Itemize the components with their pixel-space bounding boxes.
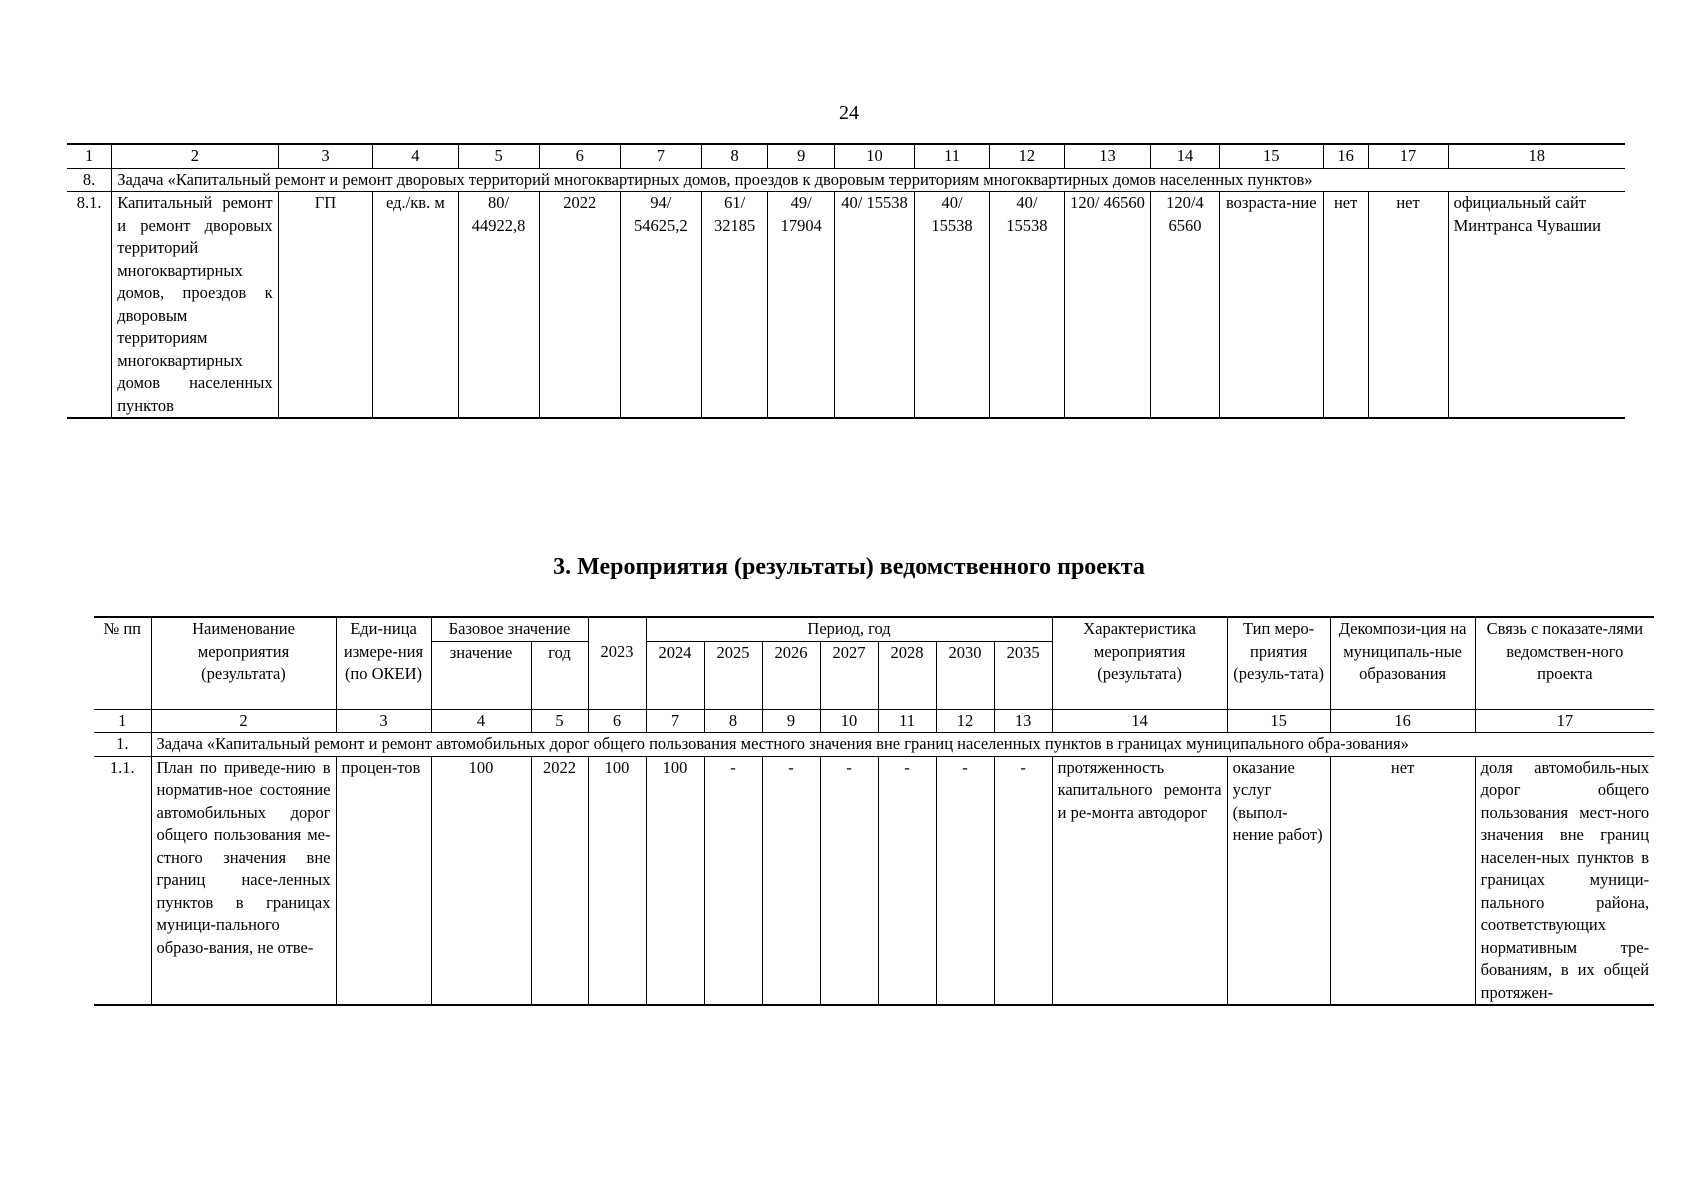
col-number: 4 [373, 144, 458, 168]
section-title: 3. Мероприятия (результаты) ведомственного проекта [553, 554, 1145, 580]
header-characteristic: Характеристика мероприятия (результата) [1052, 617, 1227, 709]
table-row [94, 756, 1654, 1005]
col-number: 13 [1064, 144, 1150, 168]
header-year: 2035 [994, 641, 1052, 709]
header-period: Период, год [646, 617, 1052, 641]
header-type: Тип меро-приятия (резуль-тата) [1227, 617, 1330, 709]
header-year: 2030 [936, 641, 994, 709]
col-number: 7 [646, 709, 704, 733]
header-year: 2024 [646, 641, 704, 709]
col-number: 15 [1219, 144, 1323, 168]
value-2026: - [762, 756, 820, 1005]
col-number: 17 [1475, 709, 1654, 733]
col-number: 5 [458, 144, 539, 168]
col-number: 10 [835, 144, 915, 168]
col-number: 1 [94, 709, 151, 733]
table-row [67, 192, 1625, 419]
col-number: 4 [431, 709, 531, 733]
value-2035: - [994, 756, 1052, 1005]
value-col-11: 40/ 15538 [915, 192, 990, 419]
col-number: 5 [531, 709, 588, 733]
value-col-7: 94/ 54625,2 [620, 192, 701, 419]
col-number: 17 [1368, 144, 1448, 168]
col-number: 12 [989, 144, 1064, 168]
value-2030: - [936, 756, 994, 1005]
header-base-value: значение [431, 641, 531, 709]
col-number: 3 [336, 709, 431, 733]
col-number: 11 [878, 709, 936, 733]
trend: возраста-ние [1219, 192, 1323, 419]
task-text: Задача «Капитальный ремонт и ремонт автомобильных дорог общего пользования местного значения вне границ населенных пунктов в границах муниципального обра-зования» [151, 733, 1654, 757]
header-year: 2026 [762, 641, 820, 709]
col-number: 3 [278, 144, 373, 168]
col-number: 18 [1448, 144, 1625, 168]
header-name: Наименование мероприятия (результата) [151, 617, 336, 709]
task-row [94, 733, 1654, 757]
header-unit: Еди-ница измере-ния (по ОКЕИ) [336, 617, 431, 709]
header-num: № пп [94, 617, 151, 709]
col-number: 8 [704, 709, 762, 733]
row-number: 8.1. [67, 192, 112, 419]
indicator-link: доля автомобиль-ных дорог общего пользования мест-ного значения вне границ населен-ных пунктов в границах муници-пального района, соответствующих нормативным тре-бованиям, в их общей протяжен- [1475, 756, 1654, 1005]
value-col-17: нет [1368, 192, 1448, 419]
header-row [94, 617, 1654, 641]
col-number: 8 [701, 144, 768, 168]
activity-characteristic: протяженность капитального ремонта и ре-монта автодорог [1052, 756, 1227, 1005]
value-col-8: 61/ 32185 [701, 192, 768, 419]
value-col-9: 49/ 17904 [768, 192, 835, 419]
activity-name: План по приведе-нию в норматив-ное состояние автомобильных дорог общего пользования ме-стного значения вне границ насе-ленных пунктов в границах муници-пального образо-вания, не отве- [151, 756, 336, 1005]
task-number: 1. [94, 733, 151, 757]
header-year: 2023 [588, 641, 646, 709]
value-col-12: 40/ 15538 [989, 192, 1064, 419]
activities-table [94, 616, 1654, 1006]
decomposition: нет [1330, 756, 1475, 1005]
base-value: 100 [431, 756, 531, 1005]
col-number: 10 [820, 709, 878, 733]
value-2024: 100 [646, 756, 704, 1005]
indicator-level: ГП [278, 192, 373, 419]
value-col-10: 40/ 15538 [835, 192, 915, 419]
col-number: 14 [1052, 709, 1227, 733]
col-number: 6 [539, 144, 620, 168]
unit: ед./кв. м [373, 192, 458, 419]
col-number: 16 [1330, 709, 1475, 733]
indicator-name: Капитальный ремонт и ремонт дворовых территорий многоквартирных домов, проездов к дворовым территориям многоквартирных домов населенных пунктов [112, 192, 278, 419]
row-number: 1.1. [94, 756, 151, 1005]
header-year: 2025 [704, 641, 762, 709]
task-row [67, 168, 1625, 192]
task-text: Задача «Капитальный ремонт и ремонт дворовых территорий многоквартирных домов, проездов к дворовым территориям многоквартирных домов населенных пунктов» [112, 168, 1625, 192]
base-year: 2022 [531, 756, 588, 1005]
header-link: Связь с показате-лями ведомствен-ного проекта [1475, 617, 1654, 709]
info-source: официальный сайт Минтранса Чувашии [1448, 192, 1625, 419]
header-year: 2028 [878, 641, 936, 709]
unit: процен-тов [336, 756, 431, 1005]
header-base-year: год [531, 641, 588, 709]
col-number: 6 [588, 709, 646, 733]
task-number: 8. [67, 168, 112, 192]
col-number: 2 [112, 144, 278, 168]
col-number: 9 [768, 144, 835, 168]
page-number: 24 [839, 102, 859, 124]
value-2025: - [704, 756, 762, 1005]
base-year: 2022 [539, 192, 620, 419]
base-value: 80/ 44922,8 [458, 192, 539, 419]
column-number-row [67, 144, 1625, 168]
header-blank [588, 617, 646, 641]
col-number: 1 [67, 144, 112, 168]
col-number: 7 [620, 144, 701, 168]
col-number: 11 [915, 144, 990, 168]
header-base: Базовое значение [431, 617, 588, 641]
col-number: 16 [1323, 144, 1368, 168]
value-col-13: 120/ 46560 [1064, 192, 1150, 419]
value-col-14: 120/4 6560 [1151, 192, 1220, 419]
col-number: 13 [994, 709, 1052, 733]
header-year: 2027 [820, 641, 878, 709]
col-number: 12 [936, 709, 994, 733]
col-number: 15 [1227, 709, 1330, 733]
indicators-table [67, 143, 1625, 419]
col-number: 2 [151, 709, 336, 733]
col-number: 14 [1151, 144, 1220, 168]
value-2023: 100 [588, 756, 646, 1005]
column-number-row [94, 709, 1654, 733]
header-decomposition: Декомпози-ция на муниципаль-ные образования [1330, 617, 1475, 709]
col-number: 9 [762, 709, 820, 733]
value-2028: - [878, 756, 936, 1005]
activity-type: оказание услуг (выпол-нение работ) [1227, 756, 1330, 1005]
value-2027: - [820, 756, 878, 1005]
value-col-16: нет [1323, 192, 1368, 419]
